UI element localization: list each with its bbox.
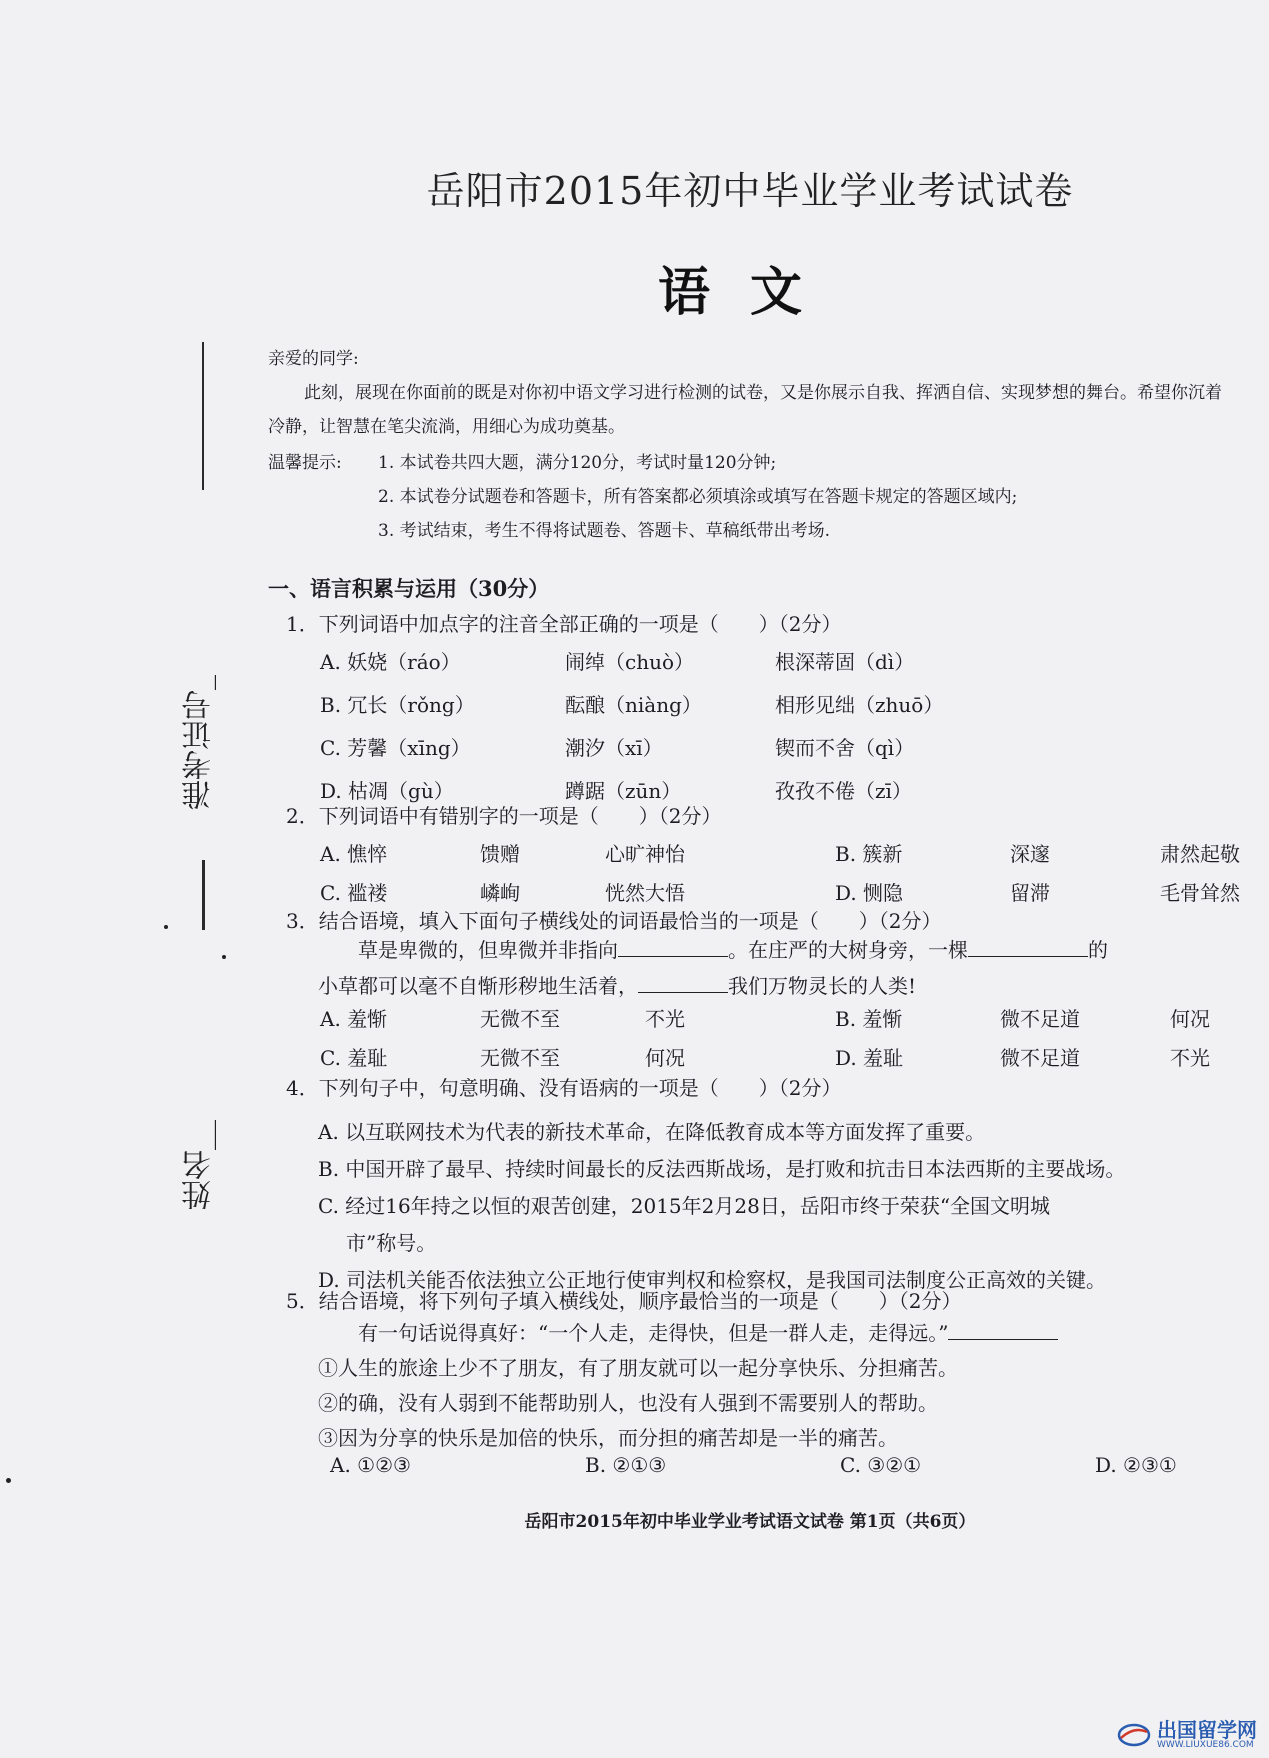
question-3-options bbox=[320, 1003, 1269, 1071]
question-5-passage bbox=[318, 1316, 1238, 1456]
q2-option: 肃然起敬 bbox=[1160, 842, 1240, 866]
question-1-options bbox=[320, 646, 1015, 804]
q3-option: D. 羞耻 bbox=[835, 1046, 904, 1070]
q2-option: B. 簇新 bbox=[835, 842, 903, 866]
q4-option-b: B. 中国开辟了最早、持续时间最长的反法西斯战场，是打败和抗击日本法西斯的主要战场。 bbox=[318, 1157, 1126, 1181]
q3-text: 的 bbox=[1088, 938, 1108, 962]
site-watermark bbox=[1117, 1720, 1257, 1750]
tip-1: 1. 本试卷共四大题，满分120分，考试时量120分钟; bbox=[378, 453, 777, 473]
q1-option: D. 枯凋（gù） bbox=[320, 779, 454, 803]
binding-line-lower bbox=[202, 860, 205, 930]
intro-paragraph: 此刻，展现在你面前的既是对你初中语文学习进行检测的试卷，又是你展示自我、挥洒自信、实现梦想的舞台。希望你沉着冷静，让智慧在笔尖流淌，用细心为成功奠基。 bbox=[268, 383, 1222, 437]
q5-option-c: C. ③②① bbox=[840, 1453, 922, 1477]
q5-sentence-2: ②的确，没有人弱到不能帮助别人，也没有人强到不需要别人的帮助。 bbox=[318, 1391, 938, 1415]
q4-option-a: A. 以互联网技术为代表的新技术革命，在降低教育成本等方面发挥了重要。 bbox=[318, 1120, 986, 1144]
question-1-stem: 1．下列词语中加点字的注音全部正确的一项是（ ）（2分） bbox=[286, 612, 842, 636]
answer-blank bbox=[638, 972, 728, 993]
section-heading: 一、语言积累与运用（30分） bbox=[268, 576, 550, 601]
scan-speck bbox=[164, 925, 168, 929]
q3-option: 何况 bbox=[1170, 1007, 1210, 1031]
q1-option: 相形见绌（zhuō） bbox=[775, 693, 944, 717]
q3-option: 无微不至 bbox=[480, 1007, 560, 1031]
q2-option: C. 褴褛 bbox=[320, 881, 388, 905]
q3-option: 何况 bbox=[645, 1046, 685, 1070]
intro-block bbox=[268, 342, 1228, 444]
q1-option: A. 妖娆（ráo） bbox=[320, 650, 461, 674]
q2-option: 恍然大悟 bbox=[605, 881, 685, 905]
q3-option: A. 羞惭 bbox=[320, 1007, 388, 1031]
q5-option-b: B. ②①③ bbox=[585, 1453, 667, 1477]
q4-option-c: C. 经过16年持之以恒的艰苦创建，2015年2月28日，岳阳市终于荣获“全国文明城 bbox=[318, 1194, 1051, 1218]
q5-option-d: D. ②③① bbox=[1095, 1453, 1177, 1477]
q5-sentence-3: ③因为分享的快乐是加倍的快乐，而分担的痛苦却是一半的痛苦。 bbox=[318, 1426, 898, 1450]
tips-label: 温馨提示: bbox=[268, 453, 342, 473]
q4-option-d: D. 司法机关能否依法独立公正地行使审判权和检察权，是我国司法制度公正高效的关键。 bbox=[318, 1268, 1107, 1292]
answer-blank bbox=[948, 1319, 1058, 1340]
q2-option: A. 憔悴 bbox=[320, 842, 388, 866]
scan-speck bbox=[6, 1478, 11, 1483]
q3-option: 不光 bbox=[1170, 1046, 1210, 1070]
q3-option: B. 羞惭 bbox=[835, 1007, 903, 1031]
q3-text: 我们万物灵长的人类! bbox=[728, 974, 917, 998]
question-4-options bbox=[318, 1114, 1248, 1299]
tip-3: 3. 考试结束，考生不得将试题卷、答题卡、草稿纸带出考场. bbox=[378, 521, 831, 541]
name-label: 姓名__ bbox=[182, 1120, 217, 1210]
question-5-options bbox=[330, 1453, 1245, 1477]
question-4-stem: 4．下列句子中，句意明确、没有语病的一项是（ ）（2分） bbox=[286, 1076, 842, 1100]
q3-text: 。在庄严的大树身旁，一棵 bbox=[728, 938, 968, 962]
globe-icon bbox=[1117, 1722, 1151, 1748]
q2-option: 嶙峋 bbox=[480, 881, 520, 905]
binding-line bbox=[202, 342, 204, 490]
question-2-options bbox=[320, 838, 1269, 906]
q5-sentence-1: ①人生的旅途上少不了朋友，有了朋友就可以一起分享快乐、分担痛苦。 bbox=[318, 1356, 958, 1380]
q2-option: 留滞 bbox=[1010, 881, 1050, 905]
q3-option: C. 羞耻 bbox=[320, 1046, 388, 1070]
q1-option: 闹绰（chuò） bbox=[565, 650, 695, 674]
answer-blank bbox=[968, 936, 1088, 957]
subject-title: 语文 bbox=[657, 262, 842, 323]
page-footer: 岳阳市2015年初中毕业学业考试语文试卷 第1页（共6页） bbox=[524, 1512, 976, 1532]
q3-option: 无微不至 bbox=[480, 1046, 560, 1070]
greeting: 亲爱的同学: bbox=[268, 349, 359, 369]
q2-option: 心旷神怡 bbox=[605, 842, 685, 866]
q3-option: 微不足道 bbox=[1000, 1046, 1080, 1070]
exam-number-label: 准考证号_ bbox=[182, 675, 217, 810]
q3-text: 小草都可以毫不自惭形秽地生活着， bbox=[318, 974, 638, 998]
q1-option: 锲而不舍（qì） bbox=[775, 736, 915, 760]
q2-option: D. 恻隐 bbox=[835, 881, 904, 905]
watermark-name: 出国留学网 bbox=[1157, 1718, 1257, 1742]
q2-option: 深邃 bbox=[1010, 842, 1050, 866]
q1-option: 孜孜不倦（zī） bbox=[775, 779, 912, 803]
answer-blank bbox=[618, 936, 728, 957]
q5-quote: 有一句话说得真好：“一个人走，走得快，但是一群人走，走得远。” bbox=[358, 1321, 949, 1345]
tip-2: 2. 本试卷分试题卷和答题卡，所有答案都必须填涂或填写在答题卡规定的答题区域内; bbox=[378, 487, 1018, 507]
q3-option: 不光 bbox=[645, 1007, 685, 1031]
question-3-passage bbox=[318, 932, 1238, 1004]
q3-text: 草是卑微的，但卑微并非指向 bbox=[358, 938, 618, 962]
q1-option: B. 冗长（rǒng） bbox=[320, 693, 475, 717]
tips-block bbox=[268, 446, 1228, 548]
q3-option: 微不足道 bbox=[1000, 1007, 1080, 1031]
q1-option: 酝酿（niàng） bbox=[565, 693, 702, 717]
q1-option: 蹲踞（zūn） bbox=[565, 779, 682, 803]
q2-option: 毛骨耸然 bbox=[1160, 881, 1240, 905]
question-5-stem: 5．结合语境，将下列句子填入横线处，顺序最恰当的一项是（ ）（2分） bbox=[286, 1289, 962, 1313]
exam-title: 岳阳市2015年初中毕业学业考试试卷 bbox=[426, 169, 1074, 213]
q1-option: 根深蒂固（dì） bbox=[775, 650, 915, 674]
q5-option-a: A. ①②③ bbox=[330, 1453, 411, 1477]
q2-option: 馈赠 bbox=[480, 842, 520, 866]
scan-speck bbox=[222, 955, 226, 959]
question-3-stem: 3．结合语境，填入下面句子横线处的词语最恰当的一项是（ ）（2分） bbox=[286, 909, 942, 933]
q4-option-c-cont: 市”称号。 bbox=[346, 1231, 437, 1255]
q1-option: 潮汐（xī） bbox=[565, 736, 663, 760]
q1-option: C. 芳馨（xīng） bbox=[320, 736, 471, 760]
watermark-url: WWW.LIUXUE86.COM bbox=[1157, 1740, 1254, 1750]
question-2-stem: 2．下列词语中有错别字的一项是（ ）（2分） bbox=[286, 804, 722, 828]
